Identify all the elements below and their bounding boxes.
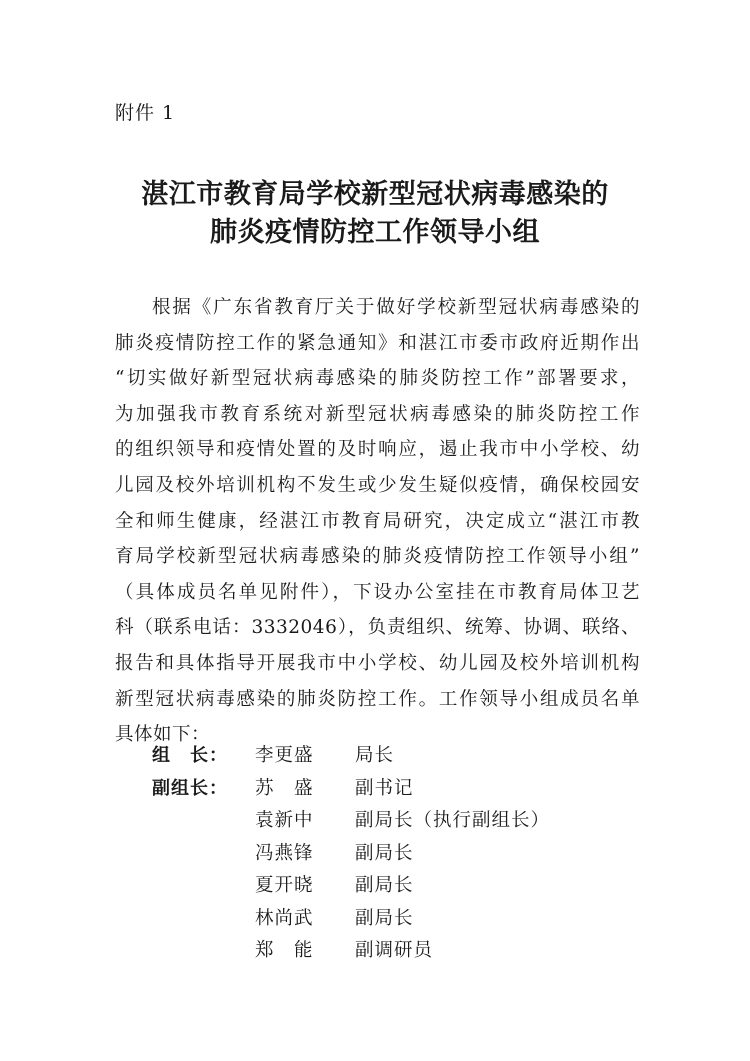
body-line: “切实做好新型冠状病毒感染的肺炎防控工作”部署要求，: [115, 368, 640, 390]
member-position: 副书记: [355, 777, 414, 799]
body-line: 为加强我市教育系统对新型冠状病毒感染的肺炎防控工作: [115, 403, 640, 425]
body-line: 肺炎疫情防控工作的紧急通知》和湛江市委市政府近期作出: [115, 332, 640, 354]
member-list: [0, 740, 750, 968]
body-line: 根据《广东省教育厅关于做好学校新型冠状病毒感染的: [152, 297, 640, 318]
member-position: 副局长（执行副组长）: [355, 810, 551, 831]
member-position: 副局长: [355, 907, 414, 929]
body-line: 具体如下：: [115, 724, 211, 746]
body-line: 全和师生健康，经湛江市教育局研究，决定成立“湛江市教: [115, 510, 640, 532]
member-row: [0, 935, 750, 968]
member-role: 副组长：: [152, 777, 228, 799]
body-line: 新型冠状病毒感染的肺炎防控工作。工作领导小组成员名单: [115, 688, 640, 710]
member-name: 李更盛: [255, 745, 314, 766]
member-row: [0, 740, 750, 773]
member-name: 郑 能: [255, 940, 314, 961]
member-role: 组 长：: [152, 745, 228, 766]
member-name: 袁新中: [255, 810, 314, 831]
member-name: 冯燕锋: [255, 842, 314, 864]
document-title-line-1: 湛江市教育局学校新型冠状病毒感染的: [141, 179, 609, 210]
member-position: 局长: [355, 745, 395, 766]
member-name: 夏开晓: [255, 875, 314, 896]
body-line: 科（联系电话：3332046），负责组织、统筹、协调、联络、: [115, 617, 640, 639]
member-position: 副局长: [355, 842, 414, 864]
member-name: 苏 盛: [255, 777, 314, 799]
member-row: [0, 903, 750, 936]
document-title-line-2: 肺炎疫情防控工作领导小组: [210, 217, 540, 248]
member-row: [0, 870, 750, 903]
body-paragraph: [115, 290, 640, 753]
member-position: 副调研员: [355, 940, 434, 961]
attachment-label: 附件 1: [115, 102, 176, 124]
body-line: 的组织领导和疫情处置的及时响应，遏止我市中小学校、幼: [115, 439, 640, 461]
body-line: 育局学校新型冠状病毒感染的肺炎疫情防控工作领导小组”: [115, 546, 640, 568]
member-position: 副局长: [355, 875, 414, 896]
member-row: [0, 805, 750, 838]
member-name: 林尚武: [255, 907, 314, 929]
member-row: [0, 838, 750, 871]
body-line: （具体成员名单见附件），下设办公室挂在市教育局体卫艺: [115, 581, 640, 603]
member-row: [0, 773, 750, 806]
body-line: 报告和具体指导开展我市中小学校、幼儿园及校外培训机构: [115, 652, 640, 674]
body-line: 儿园及校外培训机构不发生或少发生疑似疫情，确保校园安: [115, 474, 640, 496]
